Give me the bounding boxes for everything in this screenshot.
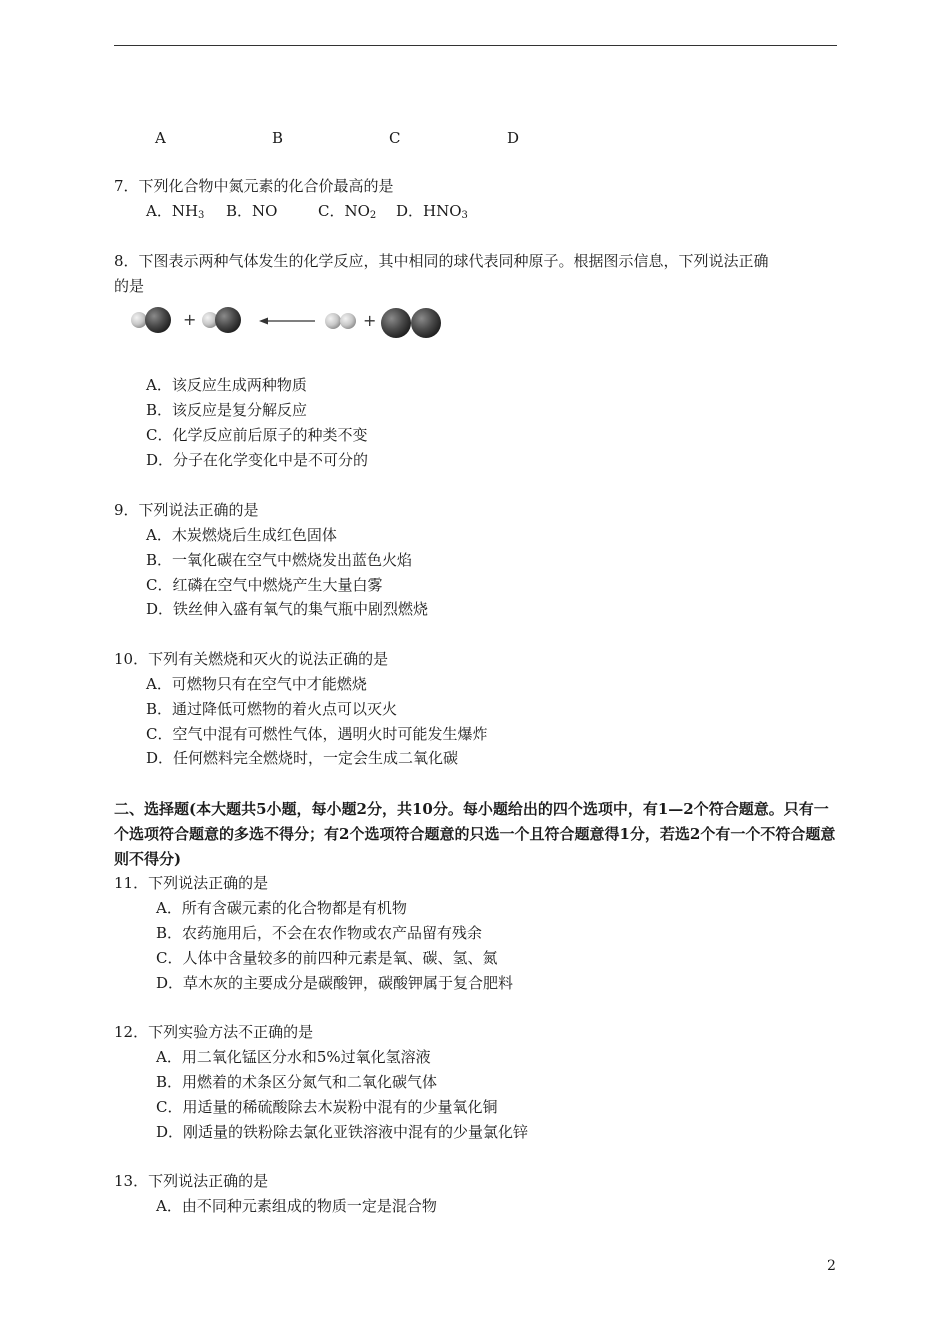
q7-option-c: C．$NO_2$ [318,202,377,221]
q12-option-b: B．用燃着的术条区分氮气和二氧化碳气体 [156,1073,438,1091]
choice-d: D [507,129,520,147]
q9-stem: 9．下列说法正确的是 [114,501,259,519]
q8-option-c: C．化学反应前后原子的种类不变 [146,426,368,444]
q10-option-c: C．空气中混有可燃性气体，遇明火时可能发生爆炸 [146,725,488,743]
product-molecule-2 [202,307,241,333]
q7-option-a: A．$NH_3$ [146,202,205,221]
q9-option-c: C．红磷在空气中燃烧产生大量白雾 [146,576,383,594]
q13-stem: 13．下列说法正确的是 [114,1172,269,1190]
q7-option-d: D．$HNO_3$ [396,202,468,221]
q8-option-d: D．分子在化学变化中是不可分的 [146,451,369,469]
q8-option-b: B．该反应是复分解反应 [146,401,308,419]
q8-stem-line2: 的是 [114,277,145,295]
choice-b: B [272,129,284,147]
plus-sign: + [363,311,377,330]
q7-stem: 7．下列化合物中氮元素的化合价最高的是 [114,177,394,195]
q11-option-a: A．所有含碳元素的化合物都是有机物 [156,899,407,917]
q12-option-c: C．用适量的稀硫酸除去木炭粉中混有的少量氧化铜 [156,1098,498,1116]
choice-c: C [389,129,401,147]
q7-option-b: B．NO [226,202,278,220]
reaction-diagram [125,302,465,344]
q9-option-b: B．一氧化碳在空气中燃烧发出蓝色火焰 [146,551,413,569]
q10-option-b: B．通过降低可燃物的着火点可以灭火 [146,700,398,718]
reactant-molecule-light [325,313,356,329]
choice-a: A [155,129,166,147]
q11-stem: 11．下列说法正确的是 [114,874,269,892]
reaction-arrow [259,318,315,325]
reactant-molecule-dark [381,308,441,338]
q12-stem: 12．下列实验方法不正确的是 [114,1023,314,1041]
q8-option-a: A．该反应生成两种物质 [146,376,307,394]
product-molecule-1 [131,307,171,333]
q10-option-d: D．任何燃料完全燃烧时，一定会生成二氧化碳 [146,749,459,767]
header-rule [114,45,837,46]
plus-sign: + [183,310,197,329]
q10-stem: 10．下列有关燃烧和灭火的说法正确的是 [114,650,389,668]
q11-option-b: B．农药施用后，不会在农作物或农产品留有残余 [156,924,483,942]
q12-option-a: A．用二氧化锰区分水和5%过氧化氢溶液 [156,1048,431,1066]
q11-option-c: C．人体中含量较多的前四种元素是氧、碳、氢、氮 [156,949,498,967]
section-2-heading: 二、选择题(本大题共5小题，每小题2分，共10分。每小题给出的四个选项中，有1—2个符合题意。只有一个选项符合题意的多选不得分；有2个选项符合题意的只选一个且符合题意得1分，若选2个有一个不符合题意则不得分) [114,800,836,868]
q8-stem-line1: 8．下图表示两种气体发生的化学反应，其中相同的球代表同种原子。根据图示信息，下列说法正确 [114,252,769,270]
q10-option-a: A．可燃物只有在空气中才能燃烧 [146,675,367,693]
q11-option-d: D．草木灰的主要成分是碳酸钾，碳酸钾属于复合肥料 [156,974,514,992]
q13-option-a: A．由不同种元素组成的物质一定是混合物 [156,1197,437,1215]
page-number: 2 [827,1258,836,1274]
q9-option-a: A．木炭燃烧后生成红色固体 [146,526,337,544]
q12-option-d: D．刚适量的铁粉除去氯化亚铁溶液中混有的少量氯化锌 [156,1123,529,1141]
q9-option-d: D．铁丝伸入盛有氧气的集气瓶中剧烈燃烧 [146,600,429,618]
